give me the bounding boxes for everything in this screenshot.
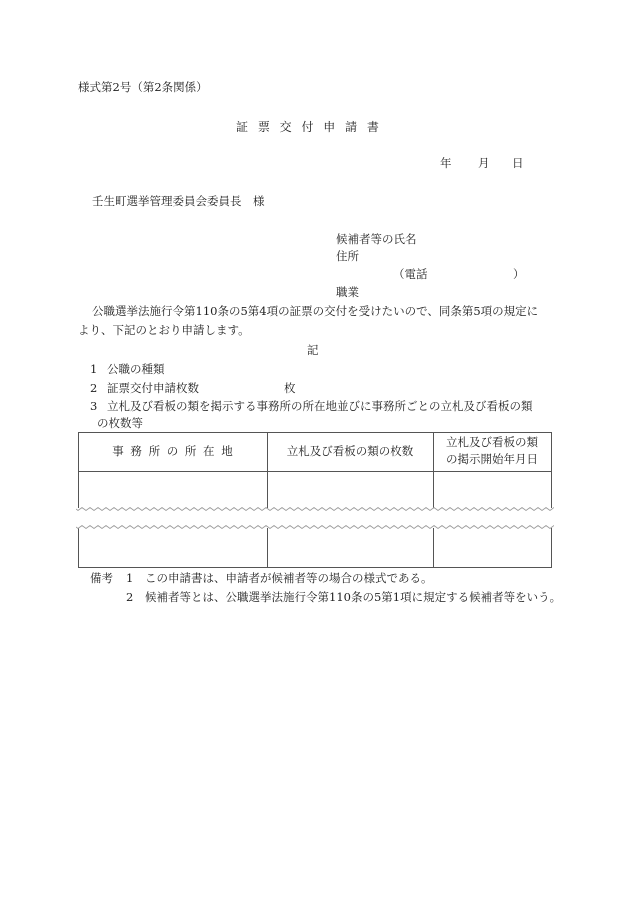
header-office-location: 事 務 所 の 所 在 地 <box>112 444 233 458</box>
date-day: 日 <box>512 156 524 170</box>
notes-label: 備考 <box>90 571 113 585</box>
body-text-2: より、下記のとおり申請します。 <box>78 323 250 337</box>
phone-close: ） <box>513 267 525 281</box>
item-1-text: 公職の種類 <box>107 362 165 376</box>
body-text-1: 公職選挙法施行令第110条の5第4項の証票の交付を受けたいので、同条第5項の規定に <box>92 304 539 318</box>
table-break-wave <box>76 504 554 532</box>
header-sign-count: 立札及び看板の類の枚数 <box>286 444 414 458</box>
date-month: 月 <box>478 156 490 170</box>
item-1-num: 1 <box>90 362 98 376</box>
name-label: 候補者等の氏名 <box>336 232 417 246</box>
note-2-num: 2 <box>126 590 134 604</box>
item-3-text: 立札及び看板の類を掲示する事務所の所在地並びに事務所ごとの立札及び看板の類 <box>107 399 533 413</box>
page-title: 証 票 交 付 申 請 書 <box>236 120 379 134</box>
item-3-cont: の枚数等 <box>97 416 143 430</box>
header-start-date-1: 立札及び看板の類 <box>446 435 538 449</box>
note-2-text: 候補者等とは、公職選挙法施行令第110条の5第1項に規定する候補者等をいう。 <box>145 590 562 604</box>
item-2-num: 2 <box>90 381 98 395</box>
note-1-num: 1 <box>126 571 134 585</box>
note-1-text: この申請書は、申請者が候補者等の場合の様式である。 <box>145 571 433 585</box>
item-2-text: 証票交付申請枚数 <box>107 381 199 395</box>
ki-heading: 記 <box>307 343 319 357</box>
date-year: 年 <box>440 156 452 170</box>
item-2-unit: 枚 <box>284 381 296 395</box>
address-label: 住所 <box>336 249 359 263</box>
addressee: 壬生町選挙管理委員会委員長 様 <box>92 194 265 208</box>
phone-label: （電話 <box>393 267 428 281</box>
occupation-label: 職業 <box>336 285 359 299</box>
header-start-date-2: の掲示開始年月日 <box>446 452 538 466</box>
form-id: 様式第2号（第2条関係） <box>78 80 208 94</box>
item-3-num: 3 <box>90 399 98 413</box>
